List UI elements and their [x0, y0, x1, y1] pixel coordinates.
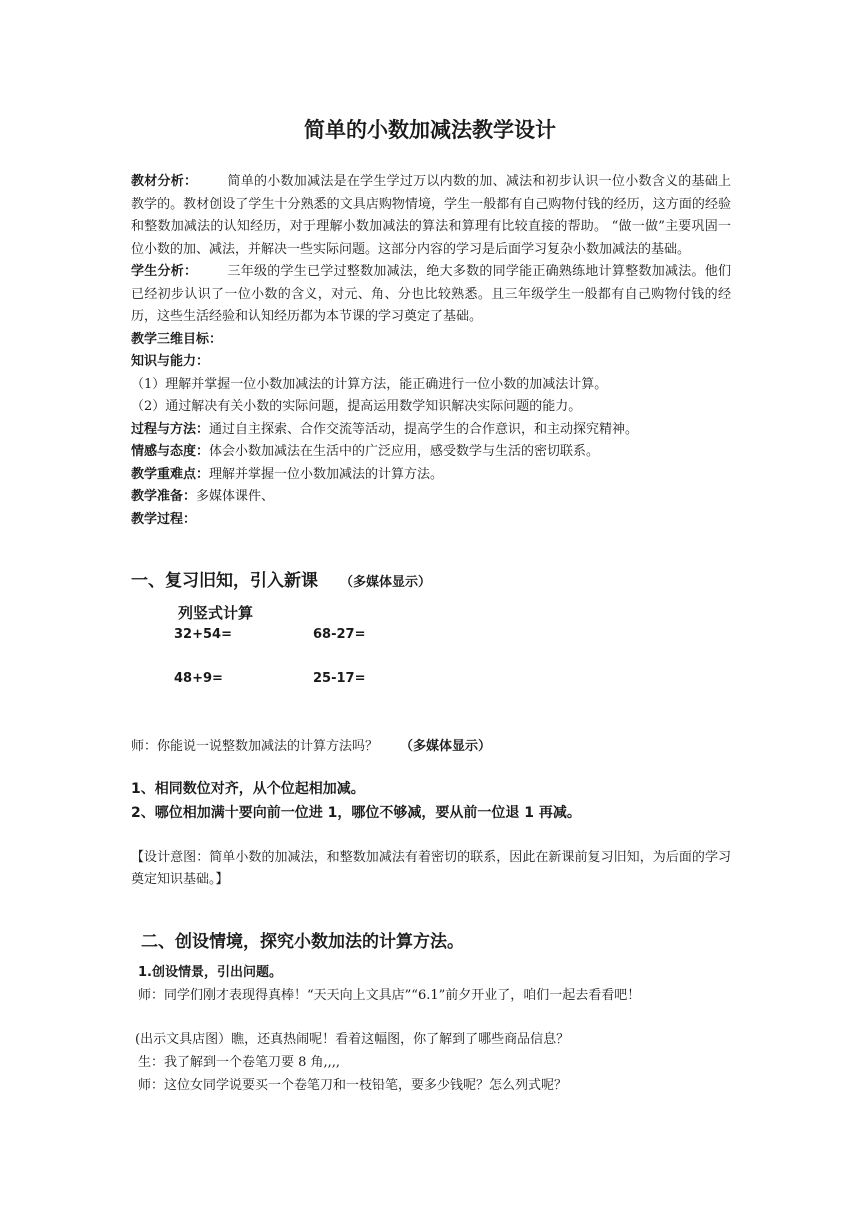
rule-2: 2、哪位相加满十要向前一位进 1，哪位不够减，要从前一位退 1 再减。: [131, 805, 581, 821]
preparation-label: 教学准备：: [131, 489, 197, 504]
material-analysis-paragraph: [131, 171, 731, 261]
process-method-line: [131, 419, 731, 442]
calc-expr-2: 68-27=: [313, 627, 366, 642]
step1-number: 1: [138, 965, 148, 980]
emotion-label: 情感与态度：: [131, 444, 210, 459]
process-method-label: 过程与方法：: [131, 421, 210, 437]
document-title: 简单的小数加减法教学设计: [304, 118, 556, 142]
goal-item-1: （1）理解并掌握一位小数加减法的计算方法，能正确进行一位小数的加减法计算。: [131, 376, 608, 392]
design-intent: 【设计意图：简单小数的加减法，和整数加减法有着密切的联系，因此在新课前复习旧知，为后面的学习奠定知识基础。】: [131, 850, 731, 887]
material-analysis-text: 简单的小数加减法是在学生学过万以内数的加、减法和初步认识一位小数含义的基础上教学的。教材创设了学生十分熟悉的文具店购物情境，学生一般都有自己购物付钱的经历，这方面的经验和整数加减法的认知经历，对于理解小数加减法的算法和算理有比较直接的帮助。 “做一做”主要巩固一位小数的加、减法，并解决一些实际问题。这部分内容的学习是后面学习复杂小数加减法的基础。: [131, 174, 731, 257]
rule-1: 1、相同数位对齐，从个位起相加减。: [131, 781, 365, 797]
dialog-line-3: 生：我了解到一个卷笔刀要 8 角,,,,: [138, 1055, 341, 1070]
student-analysis-text: 三年级的学生已学过整数加减法，绝大多数的同学能正确熟练地计算整数加减法。他们已经初步认识了一位小数的含义，对元、角、分也比较熟悉。且三年级学生一般都有自己购物付钱的经历，这些生活经验和认知经历都为本节课的学习奠定了基础。: [131, 264, 731, 324]
preparation-text: 多媒体课件、: [196, 489, 275, 504]
teacher-question-line: [131, 736, 491, 758]
goals-heading: 教学三维目标：: [131, 331, 223, 347]
section1-heading-text: 一、复习旧知，引入新课: [131, 571, 318, 591]
calc-expr-4: 25-17=: [313, 671, 366, 686]
teacher-question-text: 师：你能说一说整数加减法的计算方法吗？: [131, 739, 379, 754]
dialog-line-1: 师：同学们刚才表现得真棒！“天天向上文具店”“6.1”前夕开业了，咱们一起去看看吧！: [138, 988, 641, 1003]
preparation-line: [131, 486, 731, 509]
calc-expr-1: 32+54=: [174, 627, 232, 642]
section1-note: （多媒体显示）: [340, 575, 432, 590]
section2-heading: 二、创设情境，探究小数加法的计算方法。: [141, 932, 464, 952]
calc-expr-3: 48+9=: [174, 671, 223, 686]
process-heading: 教学过程：: [131, 511, 197, 527]
student-analysis-label: 学生分析：: [131, 264, 198, 279]
key-point-label: 教学重难点：: [131, 466, 210, 482]
goal-item-2: （2）通过解决有关小数的实际问题，提高运用数学知识解决实际问题的能力。: [131, 399, 582, 414]
section1-heading: [131, 566, 431, 591]
material-analysis-label: 教材分析：: [131, 174, 198, 189]
knowledge-label: 知识与能力：: [131, 354, 210, 369]
key-point-line: [131, 464, 731, 487]
teacher-question-note: （多媒体显示）: [400, 739, 492, 754]
intro-body: [131, 171, 731, 531]
process-method-text: 通过自主探索、合作交流等活动，提高学生的合作意识，和主动探究精神。: [209, 421, 639, 437]
step1-line: [138, 962, 282, 984]
emotion-text: 体会小数加减法在生活中的广泛应用，感受数学与生活的密切联系。: [209, 444, 600, 459]
dialog-line-4: 师：这位女同学说要买一个卷笔刀和一枝铅笔，要多少钱呢？怎么列式呢？: [138, 1078, 568, 1093]
key-point-text: 理解并掌握一位小数加减法的计算方法。: [209, 466, 444, 482]
emotion-line: [131, 441, 731, 464]
student-analysis-paragraph: [131, 261, 731, 329]
dialog-line-2: (出示文具店图）瞧，还真热闹呢！看着这幅图，你了解到了哪些商品信息？: [135, 1032, 570, 1047]
step1-text: .创设情景，引出问题。: [147, 965, 282, 980]
calc-title: 列竖式计算: [178, 604, 254, 622]
